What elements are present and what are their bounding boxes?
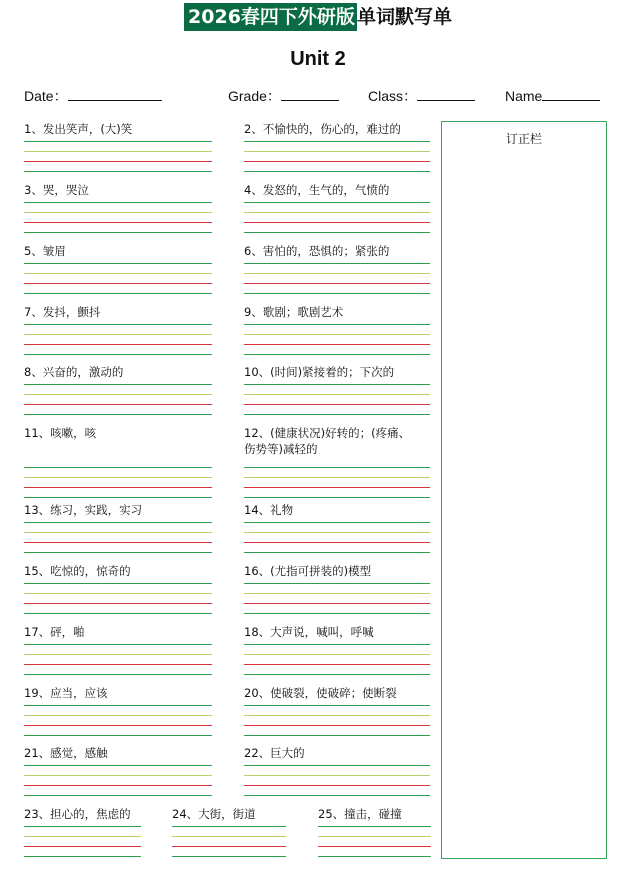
writing-line [244, 394, 430, 395]
vocab-item [244, 685, 440, 701]
writing-line [244, 467, 430, 468]
vocab-item [24, 685, 222, 701]
writing-line [24, 735, 212, 736]
writing-line [318, 826, 431, 827]
vocab-item-label: 19、应当，应该 [24, 686, 108, 700]
writing-line [24, 836, 141, 837]
vocab-item-label: 10、(时间)紧接着的；下次的 [244, 365, 395, 379]
class-blank [417, 86, 475, 101]
vocab-item-label: 24、大街，街道 [172, 807, 256, 821]
grade-label: Grade： [228, 88, 281, 104]
writing-line [244, 141, 430, 142]
writing-lines[interactable] [24, 141, 212, 173]
writing-line [24, 384, 212, 385]
vocab-item-label: 25、撞击，碰撞 [318, 807, 402, 821]
grade-blank [281, 86, 339, 101]
vocab-item-label: 7、发抖，颤抖 [24, 305, 101, 319]
vocab-item [318, 806, 441, 822]
writing-line [244, 522, 430, 523]
writing-lines[interactable] [244, 263, 430, 295]
vocab-item [24, 425, 222, 441]
writing-line [244, 735, 430, 736]
vocab-item [244, 304, 440, 320]
writing-lines[interactable] [24, 522, 212, 554]
writing-lines[interactable] [24, 705, 212, 737]
writing-line [244, 161, 430, 162]
vocab-item-label: 21、感觉，感触 [24, 746, 108, 760]
writing-line [244, 232, 430, 233]
writing-line [24, 725, 212, 726]
writing-line [24, 354, 212, 355]
vocab-item [24, 243, 222, 259]
vocab-item [244, 182, 440, 198]
writing-line [244, 785, 430, 786]
writing-lines[interactable] [244, 644, 430, 676]
vocab-item [24, 563, 222, 579]
vocab-item-label: 15、吃惊的，惊奇的 [24, 564, 131, 578]
writing-line [24, 583, 212, 584]
unit-heading: Unit 2 [290, 48, 346, 70]
writing-line [24, 324, 212, 325]
writing-line [172, 826, 286, 827]
writing-line [24, 497, 212, 498]
writing-lines[interactable] [24, 202, 212, 234]
writing-line [24, 795, 212, 796]
vocab-item [244, 243, 440, 259]
vocab-item [244, 502, 440, 518]
writing-lines[interactable] [24, 384, 212, 416]
writing-line [24, 644, 212, 645]
writing-line [244, 705, 430, 706]
vocab-item [244, 364, 440, 380]
vocab-item [24, 624, 222, 640]
vocab-item-label: 3、哭，哭泣 [24, 183, 89, 197]
writing-line [244, 283, 430, 284]
writing-lines[interactable] [318, 826, 431, 858]
vocab-item [24, 304, 222, 320]
writing-line [24, 161, 212, 162]
vocab-item-label: 8、兴奋的，激动的 [24, 365, 124, 379]
writing-lines[interactable] [244, 583, 430, 615]
writing-lines[interactable] [24, 263, 212, 295]
writing-lines[interactable] [244, 324, 430, 356]
writing-line [244, 487, 430, 488]
correction-label: 订正栏 [505, 132, 542, 146]
writing-line [24, 826, 141, 827]
writing-line [24, 222, 212, 223]
writing-line [24, 151, 212, 152]
writing-lines[interactable] [24, 583, 212, 615]
writing-line [244, 354, 430, 355]
date-field [24, 86, 162, 106]
writing-lines[interactable] [172, 826, 286, 858]
writing-lines[interactable] [24, 644, 212, 676]
title-highlight: 2026春四下外研版 [184, 3, 357, 31]
writing-lines[interactable] [24, 826, 141, 858]
vocab-item-label: 4、发怒的，生气的，气愤的 [244, 183, 390, 197]
title-rest: 单词默写单 [356, 6, 452, 28]
writing-line [244, 593, 430, 594]
writing-line [24, 334, 212, 335]
vocab-item-label: 17、砰，啪 [24, 625, 85, 639]
writing-line [24, 487, 212, 488]
vocab-item-label: 18、大声说，喊叫，呼喊 [244, 625, 374, 639]
vocab-item-label: 23、担心的，焦虑的 [24, 807, 131, 821]
writing-line [244, 222, 430, 223]
vocab-item-label: 14、礼物 [244, 503, 294, 517]
writing-lines[interactable] [244, 522, 430, 554]
writing-line [318, 856, 431, 857]
vocab-item-label: 20、使破裂，使破碎；使断裂 [244, 686, 397, 700]
writing-line [172, 846, 286, 847]
writing-lines[interactable] [24, 765, 212, 797]
vocab-item-label: 13、练习，实践，实习 [24, 503, 143, 517]
vocab-item [24, 364, 222, 380]
writing-line [318, 836, 431, 837]
writing-line [24, 202, 212, 203]
writing-line [24, 593, 212, 594]
writing-line [24, 293, 212, 294]
writing-line [244, 414, 430, 415]
writing-line [172, 836, 286, 837]
writing-line [24, 414, 212, 415]
writing-line [244, 477, 430, 478]
writing-lines[interactable] [244, 705, 430, 737]
writing-lines[interactable] [244, 202, 430, 234]
writing-line [244, 674, 430, 675]
writing-line [244, 497, 430, 498]
vocab-item-label: 11、咳嗽，咳 [24, 426, 97, 440]
writing-line [24, 785, 212, 786]
vocab-item [24, 121, 222, 137]
vocab-item [244, 425, 440, 457]
writing-line [24, 856, 141, 857]
vocab-item-label: 9、歌剧；歌剧艺术 [244, 305, 344, 319]
writing-line [24, 846, 141, 847]
writing-line [24, 404, 212, 405]
writing-line [24, 532, 212, 533]
vocab-item [244, 624, 440, 640]
writing-line [244, 151, 430, 152]
name-field [505, 86, 600, 104]
writing-lines[interactable] [244, 141, 430, 173]
writing-line [244, 765, 430, 766]
writing-line [244, 273, 430, 274]
writing-line [244, 263, 430, 264]
writing-line [24, 522, 212, 523]
vocab-item-label: 6、害怕的，恐惧的；紧张的 [244, 244, 390, 258]
writing-line [244, 334, 430, 335]
vocab-item-label: 12、(健康状况)好转的；(疼痛、 伤势等)减轻的 [244, 426, 411, 456]
name-blank [542, 86, 600, 101]
writing-line [24, 394, 212, 395]
vocab-item [24, 182, 222, 198]
writing-line [24, 212, 212, 213]
writing-line [244, 293, 430, 294]
writing-line [24, 467, 212, 468]
vocab-item [172, 806, 296, 822]
writing-line [244, 795, 430, 796]
class-label: Class： [368, 88, 418, 104]
writing-line [24, 283, 212, 284]
writing-line [244, 644, 430, 645]
vocab-item [24, 502, 222, 518]
name-label: Name [505, 88, 543, 104]
writing-line [24, 765, 212, 766]
writing-line [244, 613, 430, 614]
writing-line [244, 775, 430, 776]
writing-line [24, 715, 212, 716]
writing-line [244, 654, 430, 655]
writing-line [24, 654, 212, 655]
vocab-item-label: 16、(尤指可拼装的)模型 [244, 564, 372, 578]
writing-lines[interactable] [24, 467, 212, 499]
writing-line [244, 324, 430, 325]
writing-line [24, 552, 212, 553]
writing-lines[interactable] [244, 467, 430, 499]
writing-line [244, 542, 430, 543]
writing-line [244, 202, 430, 203]
vocab-item-label: 5、皱眉 [24, 244, 66, 258]
writing-line [244, 404, 430, 405]
writing-line [24, 273, 212, 274]
writing-line [24, 477, 212, 478]
writing-line [244, 715, 430, 716]
writing-line [244, 384, 430, 385]
writing-lines[interactable] [24, 324, 212, 356]
writing-line [244, 583, 430, 584]
writing-line [24, 344, 212, 345]
writing-line [24, 141, 212, 142]
writing-line [24, 232, 212, 233]
vocab-item [24, 806, 151, 822]
writing-line [244, 603, 430, 604]
writing-lines[interactable] [244, 765, 430, 797]
date-label: Date： [24, 88, 68, 104]
writing-line [244, 212, 430, 213]
vocab-item-label: 2、不愉快的，伤心的，难过的 [244, 122, 401, 136]
writing-line [172, 856, 286, 857]
writing-line [24, 171, 212, 172]
worksheet-title [0, 3, 636, 31]
writing-line [24, 674, 212, 675]
grade-field [228, 86, 339, 106]
writing-line [244, 344, 430, 345]
writing-line [24, 664, 212, 665]
writing-line [244, 171, 430, 172]
writing-line [24, 263, 212, 264]
writing-line [244, 552, 430, 553]
vocab-item-label: 22、巨大的 [244, 746, 305, 760]
vocab-item [244, 745, 440, 761]
vocab-item-label: 1、发出笑声，(大)笑 [24, 122, 133, 136]
writing-line [318, 846, 431, 847]
writing-line [244, 725, 430, 726]
vocab-item [24, 745, 222, 761]
writing-line [24, 705, 212, 706]
class-field [368, 86, 475, 106]
correction-box [441, 121, 607, 859]
writing-line [244, 664, 430, 665]
vocab-item [244, 563, 440, 579]
writing-line [244, 532, 430, 533]
date-blank [68, 86, 162, 101]
vocab-item [244, 121, 440, 137]
writing-line [24, 542, 212, 543]
writing-line [24, 775, 212, 776]
writing-line [24, 613, 212, 614]
writing-lines[interactable] [244, 384, 430, 416]
writing-line [24, 603, 212, 604]
